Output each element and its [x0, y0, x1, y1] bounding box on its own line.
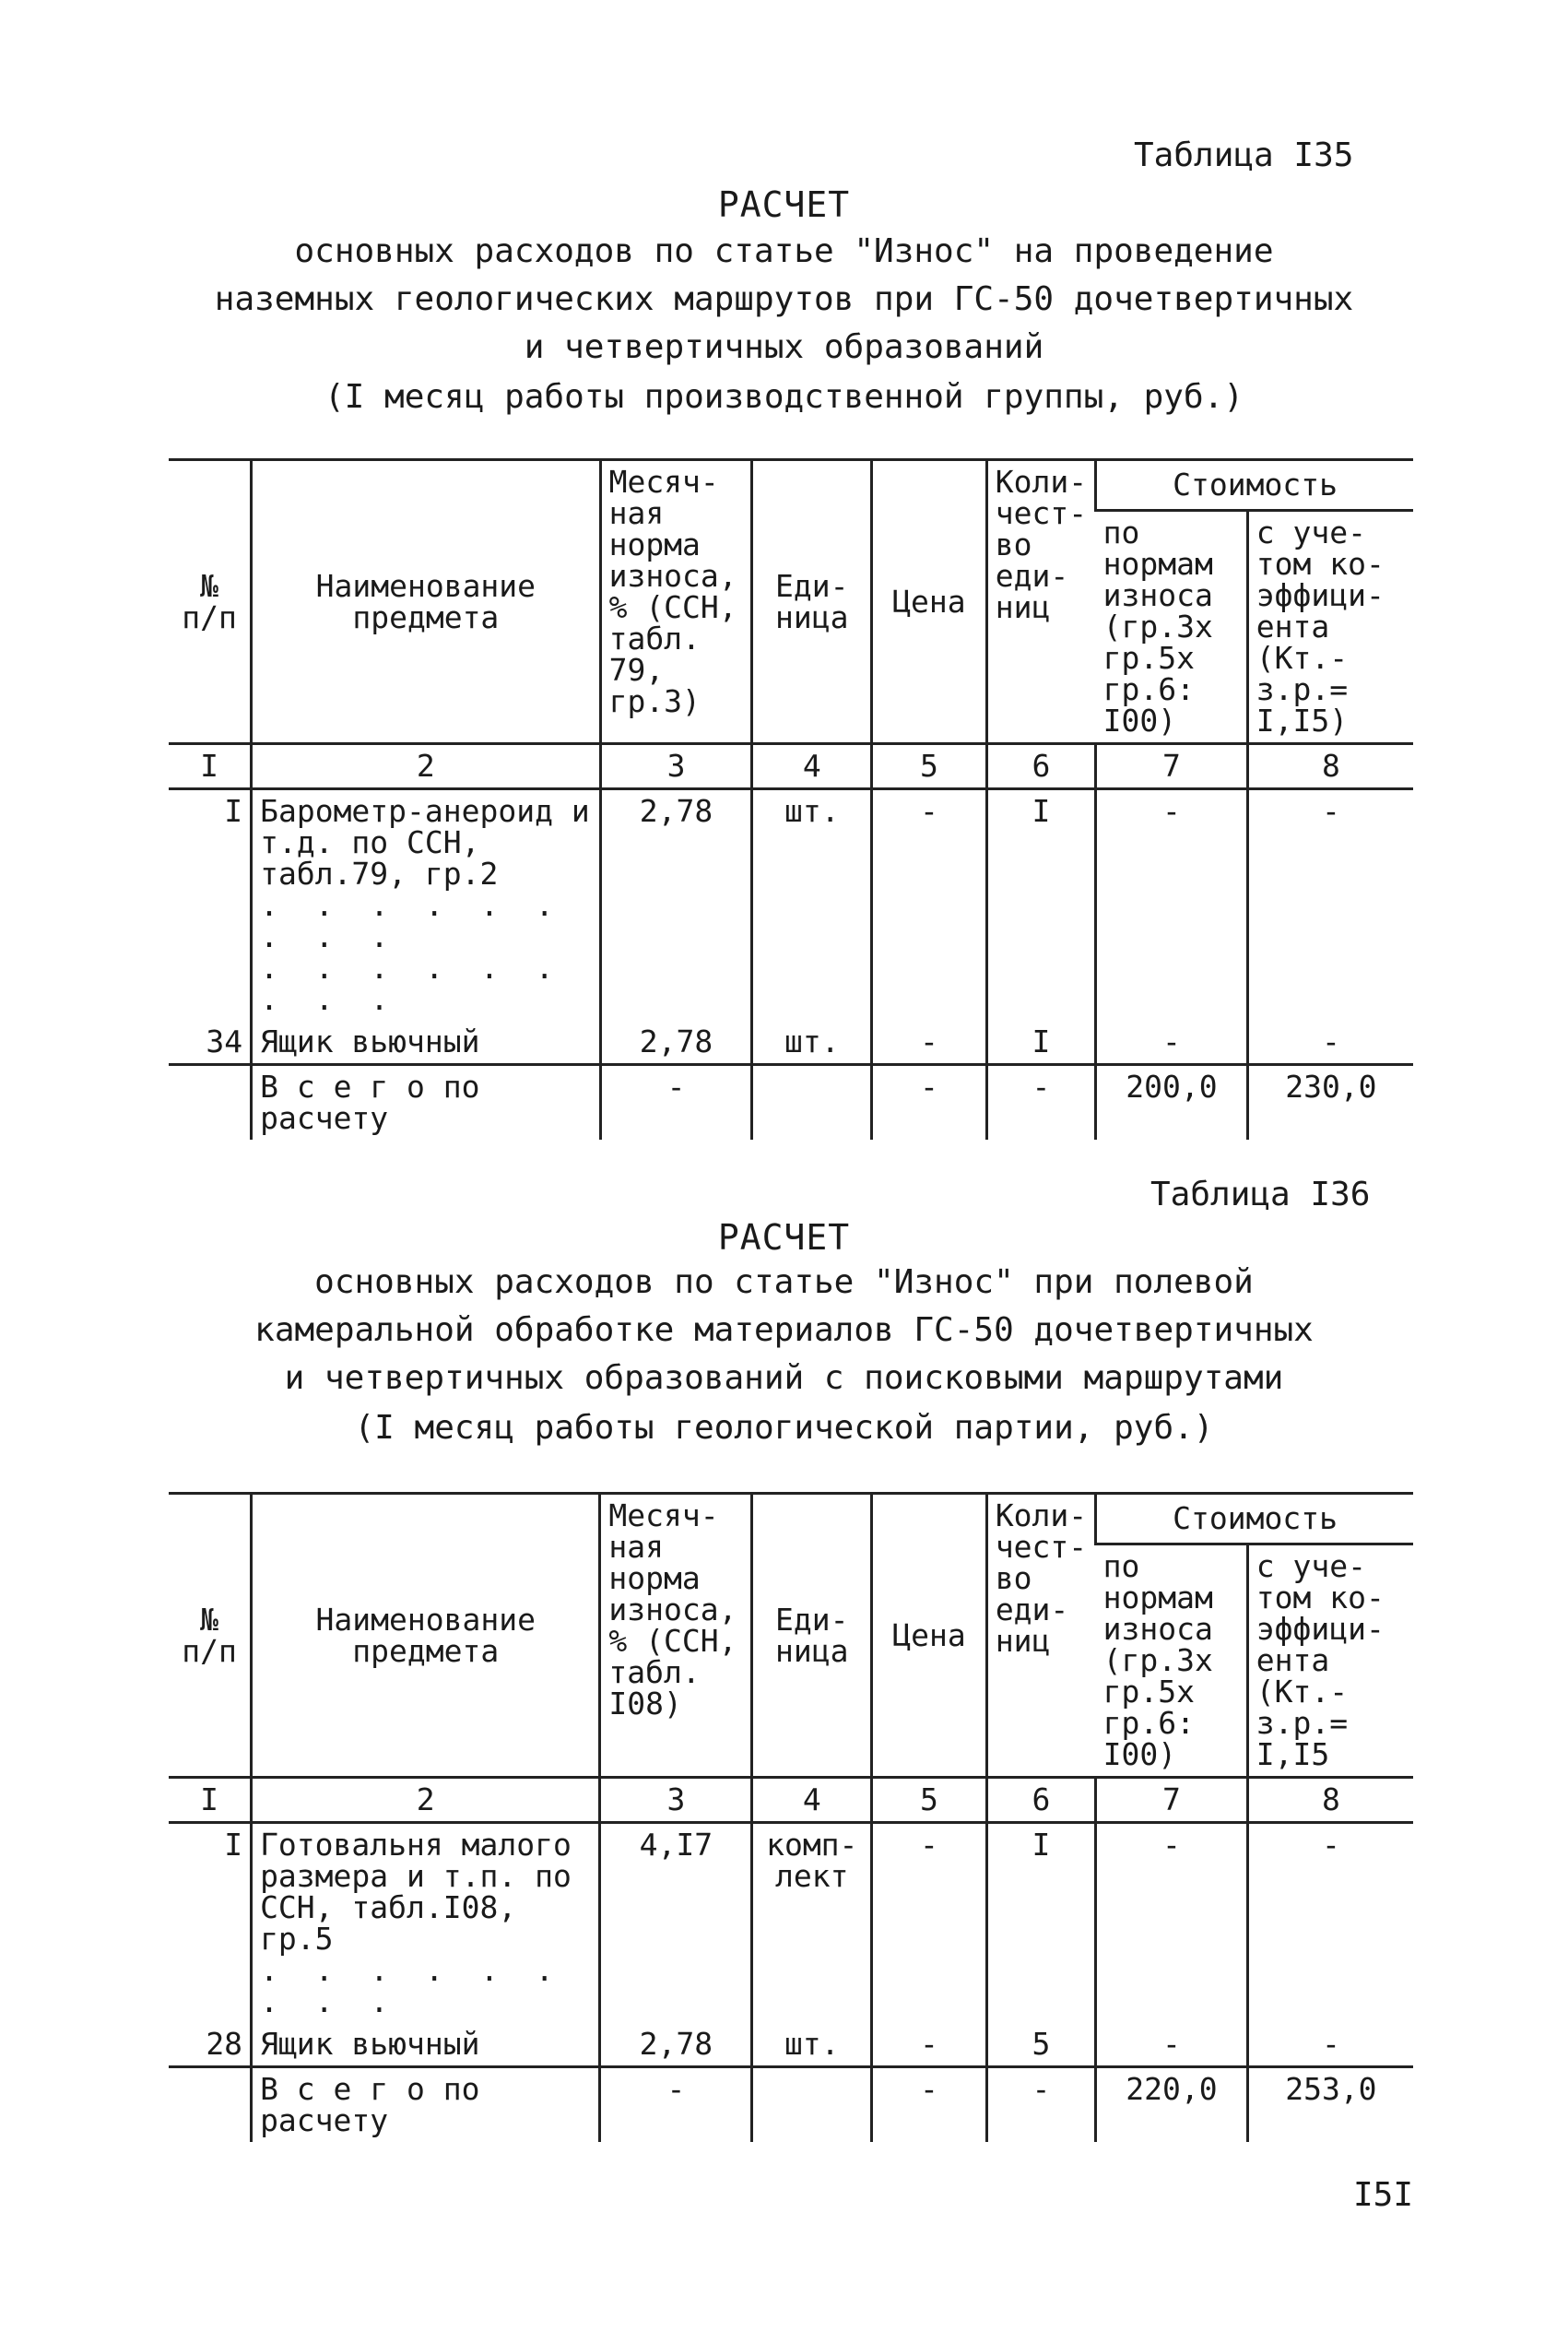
total-price: -	[872, 1065, 987, 1141]
header-qty: Коли- чест- во еди- ниц	[986, 1494, 1095, 1778]
row-norm: 2,78	[600, 2023, 752, 2067]
row-price: -	[872, 2023, 987, 2067]
table-label: Таблица I35	[1134, 136, 1354, 174]
total-row	[169, 1065, 1413, 1141]
header-qty: Коли- чест- во еди- ниц	[986, 460, 1095, 744]
row-unit: шт.	[752, 789, 872, 1022]
table-title: РАСЧЕТ	[717, 184, 851, 225]
table-row	[169, 789, 1413, 1022]
row-name	[252, 1823, 600, 2024]
column-number: 5	[872, 744, 987, 789]
header-norm: Месяч- ная норма износа, % (ССН, табл. 79, гр.3)	[600, 460, 752, 744]
total-cost-coef: 230,0	[1247, 1065, 1413, 1141]
row-unit: шт.	[752, 2023, 872, 2067]
header-cost: Стоимость	[1096, 1494, 1413, 1544]
header-num: № п/п	[169, 460, 252, 744]
header-cost-norm: по нормам износа (гр.3х гр.5х гр.6: I00)	[1096, 511, 1248, 744]
row-num: 34	[206, 1024, 243, 1059]
ellipsis-dots: . . . . . . . . .	[260, 1952, 563, 2019]
total-num	[169, 1065, 252, 1141]
row-num: I	[224, 1827, 243, 1863]
total-price: -	[872, 2067, 987, 2143]
row-price: -	[872, 1021, 987, 1065]
row-num: 28	[206, 2026, 243, 2062]
calculation-table-135	[169, 458, 1413, 1140]
header-unit: Еди- ница	[752, 460, 872, 744]
header-cost-coef: с уче- том ко- эффици- ента (Кт.-з.р.= I,I5	[1247, 1544, 1413, 1778]
row-cost-coef: -	[1247, 2023, 1413, 2067]
total-label: В с е г о по расчету	[252, 2067, 600, 2143]
table-title: РАСЧЕТ	[717, 1217, 851, 1258]
table-subtitle-line: наземных геологических маршрутов при ГС-50 дочетвертичных	[214, 280, 1354, 318]
column-number: 4	[752, 1778, 872, 1823]
total-cost-norm: 200,0	[1096, 1065, 1248, 1141]
column-number: I	[169, 1778, 252, 1823]
header-name: Наименование предмета	[252, 1494, 600, 1778]
total-norm: -	[600, 1065, 752, 1141]
ellipsis-dots: . . . . . . . . .	[260, 887, 563, 954]
total-unit	[752, 2067, 872, 2143]
row-cost-norm: -	[1096, 1021, 1248, 1065]
column-number: 3	[600, 744, 752, 789]
row-norm: 2,78	[600, 789, 752, 1022]
total-cost-coef: 253,0	[1247, 2067, 1413, 2143]
column-number: 2	[252, 1778, 600, 1823]
header-norm: Месяч- ная норма износа, % (ССН, табл. I08)	[600, 1494, 752, 1778]
column-number: 3	[600, 1778, 752, 1823]
column-number: 7	[1096, 1778, 1248, 1823]
table-subtitle-line: и четвертичных образований с поисковыми маршрутами	[284, 1359, 1284, 1397]
table-subtitle-line: и четвертичных образований	[524, 328, 1044, 366]
header-cost: Стоимость	[1096, 460, 1413, 511]
row-norm: 4,I7	[600, 1823, 752, 2024]
header-num: № п/п	[169, 1494, 252, 1778]
row-name: Ящик вьючный	[252, 1021, 600, 1065]
ellipsis-dots: . . . . . . . . .	[260, 950, 563, 1017]
header-price: Цена	[872, 460, 987, 744]
column-number: 8	[1247, 744, 1413, 789]
column-number: 7	[1096, 744, 1248, 789]
row-cost-coef: -	[1247, 1021, 1413, 1065]
table-label: Таблица I36	[1150, 1176, 1371, 1213]
calculation-table-136	[169, 1492, 1413, 2142]
total-unit	[752, 1065, 872, 1141]
total-label: В с е г о по расчету	[252, 1065, 600, 1141]
total-qty: -	[986, 1065, 1095, 1141]
column-number: 5	[872, 1778, 987, 1823]
row-cost-norm: -	[1096, 1823, 1248, 2024]
header-unit: Еди- ница	[752, 1494, 872, 1778]
column-number: 2	[252, 744, 600, 789]
table-row	[169, 1021, 1413, 1065]
table-subtitle-line: основных расходов по статье "Износ" при полевой	[314, 1263, 1254, 1301]
total-qty: -	[986, 2067, 1095, 2143]
table-subtitle-line: камеральной обработке материалов ГС-50 дочетвертичных	[254, 1311, 1314, 1349]
row-name: Ящик вьючный	[252, 2023, 600, 2067]
table-row	[169, 2023, 1413, 2067]
row-price: -	[872, 789, 987, 1022]
row-qty: I	[986, 1823, 1095, 2024]
page-number: I5I	[1353, 2176, 1414, 2214]
header-name: Наименование предмета	[252, 460, 600, 744]
row-name-text: Барометр-анероид и т.д. по ССН, табл.79, гр.2	[260, 793, 590, 892]
total-cost-norm: 220,0	[1096, 2067, 1248, 2143]
header-cost-coef: с уче- том ко- эффици- ента (Кт.-з.р.= I,I5)	[1247, 511, 1413, 744]
total-row	[169, 2067, 1413, 2143]
row-name	[252, 789, 600, 1022]
column-number: 6	[986, 744, 1095, 789]
row-unit: шт.	[752, 1021, 872, 1065]
row-cost-coef: -	[1247, 789, 1413, 1022]
total-norm: -	[600, 2067, 752, 2143]
header-cost-norm: по нормам износа (гр.3х гр.5х гр.6: I00)	[1096, 1544, 1248, 1778]
table-subtitle-line: (I месяц работы производственной группы, руб.)	[324, 378, 1244, 416]
column-number: 4	[752, 744, 872, 789]
column-number: I	[169, 744, 252, 789]
header-price: Цена	[872, 1494, 987, 1778]
row-cost-coef: -	[1247, 1823, 1413, 2024]
row-cost-norm: -	[1096, 789, 1248, 1022]
row-norm: 2,78	[600, 1021, 752, 1065]
row-qty: I	[986, 789, 1095, 1022]
row-cost-norm: -	[1096, 2023, 1248, 2067]
row-name-text: Готовальня малого размера и т.п. по ССН, табл.I08, гр.5	[260, 1827, 572, 1957]
total-num	[169, 2067, 252, 2143]
row-num: I	[224, 793, 243, 829]
row-qty: I	[986, 1021, 1095, 1065]
row-qty: 5	[986, 2023, 1095, 2067]
row-price: -	[872, 1823, 987, 2024]
table-subtitle-line: (I месяц работы геологической партии, руб.)	[354, 1409, 1214, 1447]
row-unit: комп- лект	[752, 1823, 872, 2024]
column-number: 6	[986, 1778, 1095, 1823]
column-number: 8	[1247, 1778, 1413, 1823]
table-row	[169, 1823, 1413, 2024]
table-subtitle-line: основных расходов по статье "Износ" на проведение	[294, 232, 1274, 270]
